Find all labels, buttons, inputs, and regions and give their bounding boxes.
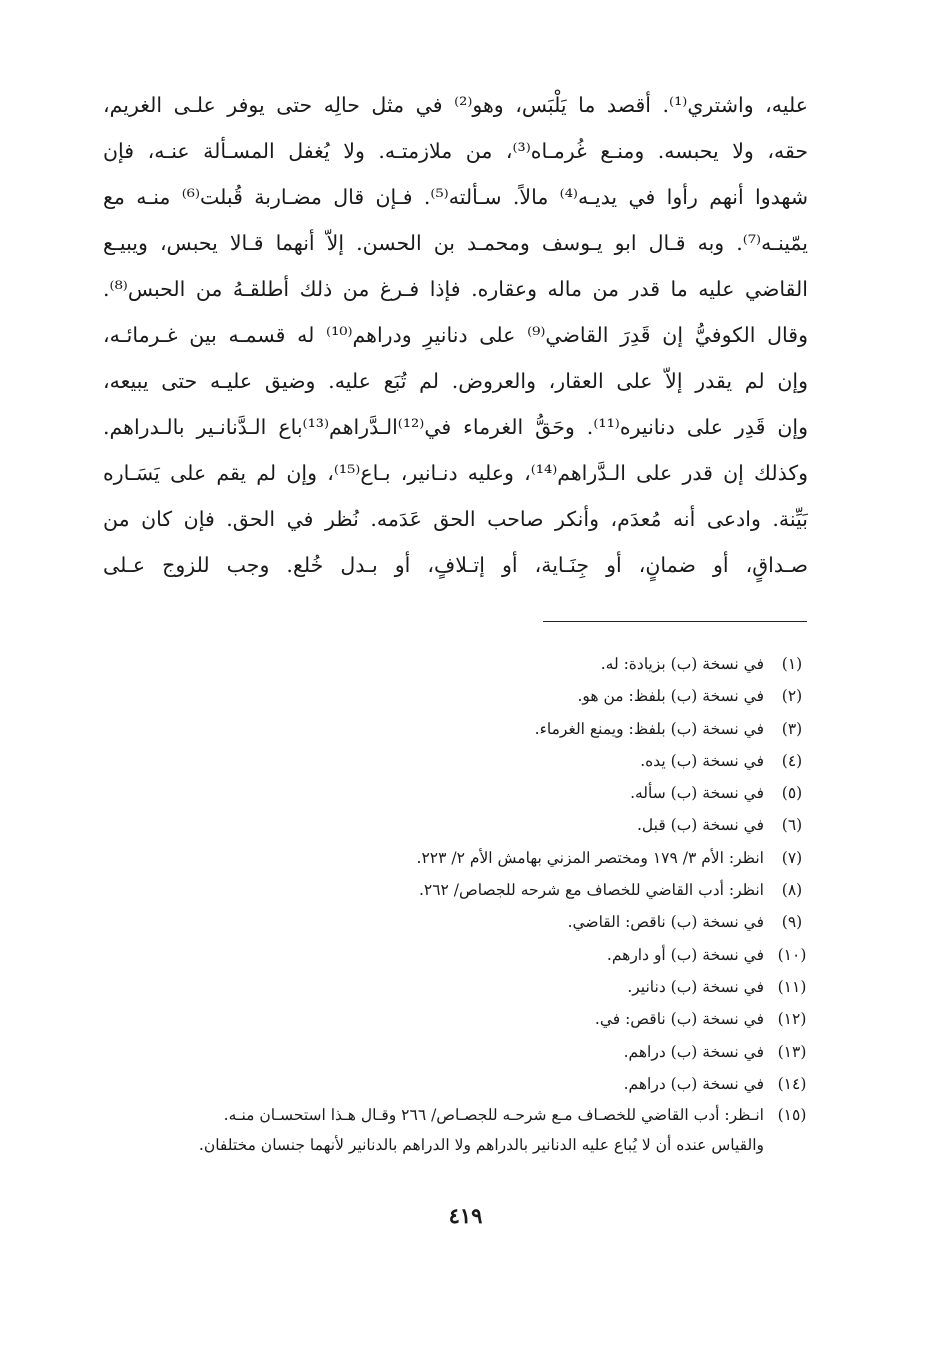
footnote	[90, 1068, 812, 1100]
footnote-text: في نسخة (ب) دنانير.	[627, 977, 764, 996]
text-line: يمّينـه⁽⁷⁾. وبه قـال ابو يـوسف ومحمـد بن الحسن. إلاّ أنهما قـالا يحبس، ويبيـع	[103, 231, 808, 255]
main-text	[103, 82, 808, 588]
footnote-text: في نسخة (ب) سأله.	[630, 784, 764, 803]
footnote-number: (٨)	[781, 881, 803, 900]
footnote	[90, 1003, 812, 1035]
footnote-text: في نسخة (ب) بلفظ: ويمنع الغرماء.	[534, 719, 764, 738]
footnote	[90, 906, 812, 938]
footnote	[90, 809, 812, 841]
footnote-text: في نسخة (ب) ناقص: في.	[594, 1010, 764, 1029]
footnote	[90, 971, 812, 1003]
footnote	[90, 777, 812, 809]
footnote-number: (١٢)	[777, 1010, 807, 1029]
footnote-text: في نسخة (ب) دراهم.	[623, 1042, 764, 1061]
footnote-line: والقياس عنده أن لا يُباع عليه الدنانير بالدراهم ولا الدراهم بالدنانير لأنهما جنسان مختلفان.	[198, 1136, 764, 1155]
text-line: وإن قَدِر على دنانيره⁽¹¹⁾. وحَقُّ الغرماء في⁽¹²⁾الـدَّراهم⁽¹³⁾باع الـدَّنانـير بالـدراهم.	[103, 415, 808, 439]
footnote-number: (١٤)	[777, 1074, 807, 1093]
footnote	[90, 648, 812, 680]
footnote-text: في نسخة (ب) بزيادة: له.	[600, 655, 764, 673]
footnote-divider	[543, 621, 807, 622]
text-line: عليه، واشتري⁽¹⁾. أقصد ما يَلْبَس، وهو⁽²⁾ في مثل حالِه حتى يوفر علـى الغريم،	[103, 93, 808, 117]
footnote-text: انظر: الأم ٣/ ١٧٩ ومختصر المزني بهامش الأم ٢/ ٢٢٣.	[416, 848, 764, 867]
footnote-number: (٥)	[781, 784, 803, 803]
footnote-number: (٢)	[781, 687, 803, 706]
footnote-text: في نسخة (ب) دراهم.	[623, 1074, 764, 1093]
footnote-text	[199, 1100, 772, 1160]
footnote	[90, 1100, 812, 1160]
footnote	[90, 680, 812, 712]
footnote	[90, 713, 812, 745]
footnote-text: انظر: أدب القاضي للخصاف مع شرحه للجصاص/ ٢٦٢.	[418, 881, 764, 900]
footnote	[90, 745, 812, 777]
footnote-number: (٧)	[781, 848, 803, 867]
text-line: وإن لم يقدر إلاّ على العقار، والعروض. لم تُبَع عليه. وضيق عليـه حتى يبيعه،	[103, 369, 808, 393]
footnote-number: (٣)	[781, 719, 803, 738]
text-line: صـداقٍ، أو ضمانٍ، أو جِنَـاية، أو إتـلافٍ، أو بـدل خُلع. وجب للزوج عـلى	[103, 553, 808, 577]
text-line: القاضي عليه ما قدر من ماله وعقاره. فإذا فـرغ من ذلك أطلقـهُ من الحبس⁽⁸⁾.	[103, 277, 808, 301]
text-line: وقال الكوفيُّ إن قَدِرَ القاضي⁽⁹⁾ على دنانيرِ ودراهم⁽¹⁰⁾ له قسمـه بين غـرمائـه،	[103, 323, 808, 347]
footnote-number: (١٠)	[777, 945, 807, 964]
footnote-text: في نسخة (ب) ناقص: القاضي.	[567, 913, 764, 932]
text-line: شهدوا أنهم رأوا في يديـه⁽⁴⁾ مالاً. سـألته⁽⁵⁾. فـإن قال مضـاربة قُبلت⁽⁶⁾ منـه مع	[103, 185, 808, 209]
footnote	[90, 842, 812, 874]
text-line: بَيِّنة. وادعى أنه مُعدَم، وأنكر صاحب الحق عَدَمه. نُظر في الحق. فإن كان من	[103, 507, 808, 531]
footnote	[90, 939, 812, 971]
footnote	[90, 1036, 812, 1068]
text-line: وكذلك إن قدر على الـدَّراهم⁽¹⁴⁾، وعليه دنـانير، بـاع⁽¹⁵⁾، وإن لم يقم على يَسَـاره	[103, 461, 808, 485]
footnote-number: (١٣)	[777, 1042, 807, 1061]
footnote-number: (٩)	[781, 913, 803, 932]
footnote-text: في نسخة (ب) يده.	[640, 751, 764, 770]
footnote-text: في نسخة (ب) أو دارهم.	[606, 945, 764, 964]
footnote-number: (٦)	[781, 816, 803, 835]
footnote-text: في نسخة (ب) بلفظ: من هو.	[577, 687, 764, 706]
footnote-number: (١١)	[777, 977, 807, 996]
footnote-number: (١٥)	[777, 1106, 807, 1125]
footnotes	[90, 648, 812, 1160]
footnote-line: انـظر: أدب القاضي للخصـاف مـع شرحـه للجصـاص/ ٢٦٦ وقـال هـذا استحسـان منـه.	[223, 1106, 764, 1125]
text-line: حقه، ولا يحبسه. ومنـع غُرمـاه⁽³⁾، من ملازمتـه. ولا يُغفل المسـألة عنـه، فإن	[103, 139, 808, 163]
footnote-number: (١)	[781, 655, 803, 673]
footnote-text: في نسخة (ب) قبل.	[636, 816, 764, 835]
footnote-number: (٤)	[781, 751, 803, 770]
page-number: ٤١٩	[448, 1203, 483, 1228]
footnote	[90, 874, 812, 906]
